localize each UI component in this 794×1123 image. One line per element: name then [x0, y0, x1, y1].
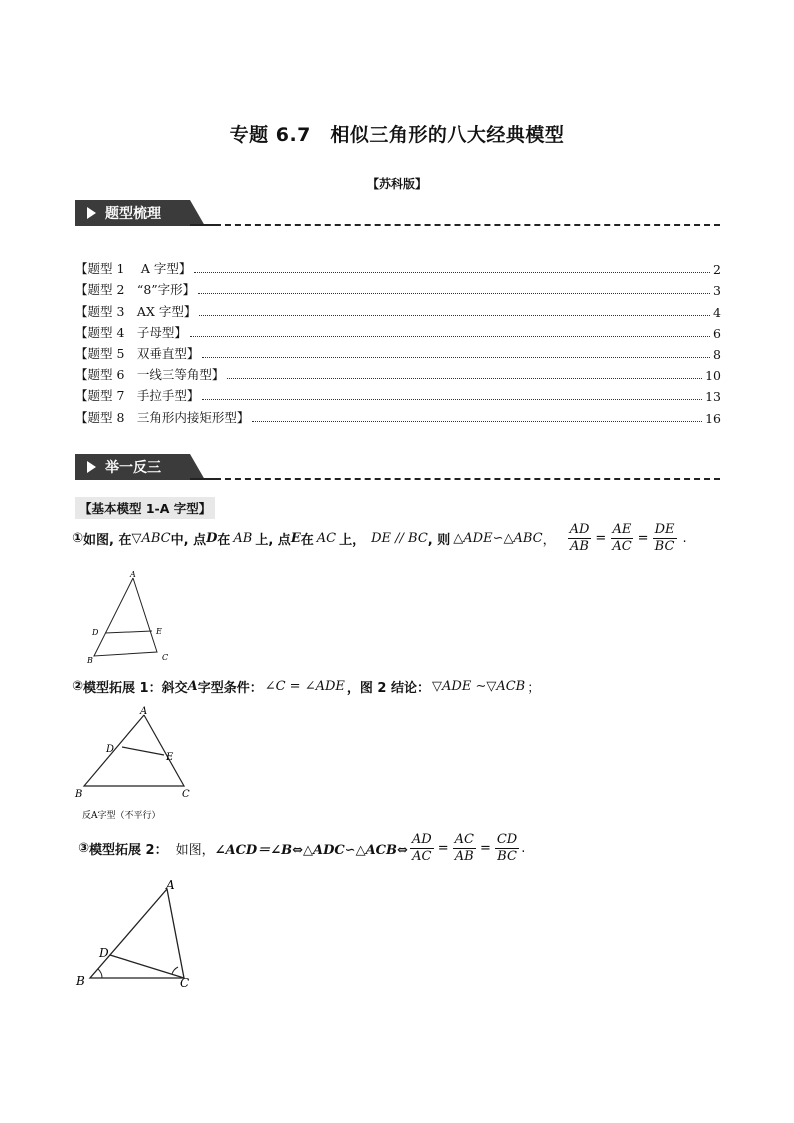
section-banner-examples	[75, 454, 720, 484]
figure-oblique-a-shape	[72, 700, 212, 825]
label-d: D	[106, 744, 115, 755]
figure-caption: 反A字型（不平行）	[82, 811, 161, 821]
label-d: D	[92, 628, 99, 637]
toc-item[interactable]: 【题型 8 三角形内接矩形型】 16	[75, 409, 721, 426]
fraction: $\frac{AE}{AC}$	[612, 522, 632, 554]
toc-item[interactable]: 【题型 2 “8”字形】 3	[75, 282, 721, 299]
model-statement-3: ③ 模型拓展 2： 如图， ∠ACD＝∠B⇔△ADC∽△ACB⇔ $\frac{AD}{AC}$ = $\frac{AC}{AB}$ = $\frac{CD}{BC}$ .	[78, 832, 526, 864]
play-arrow-icon	[87, 207, 96, 219]
fraction: $\frac{CD}{BC}$	[496, 832, 518, 864]
label-b: B	[76, 974, 85, 988]
label-a: A	[130, 570, 136, 579]
fraction: $\frac{AD}{AB}$	[569, 522, 590, 554]
toc-item[interactable]: 【题型 3 AX 字型】 4	[75, 303, 721, 320]
label-e: E	[156, 627, 162, 636]
model-statement-1: ① 如图, 在 ▽ABC 中, 点 D 在 AB 上, 点 E 在 AC 上， DE // BC , 则 △ADE∽△ABC ， $\frac{AD}{AB}$ = $\frac{AE}{AC}$ = $\frac{DE}{BC}$ .	[72, 522, 687, 554]
model-statement-2: ② 模型拓展 1：斜交 A 字型条件： ∠C = ∠ADE ，图 2 结论： ▽ADE ∼▽ACB ；	[72, 679, 541, 696]
label-e: E	[166, 752, 174, 763]
section-banner-question-types	[75, 200, 720, 230]
page-title: 专题 6.7 相似三角形的八大经典模型	[229, 124, 565, 146]
dashed-divider	[205, 478, 720, 480]
banner-label: 举一反三	[105, 460, 161, 476]
toc-item[interactable]: 【题型 1 A 字型】 2	[75, 261, 721, 278]
toc-item[interactable]: 【题型 7 手拉手型】 13	[75, 388, 721, 405]
label-b: B	[87, 656, 93, 665]
label-c: C	[162, 653, 169, 662]
fraction: $\frac{AC}{AB}$	[454, 832, 474, 864]
toc-item[interactable]: 【题型 5 双垂直型】 8	[75, 345, 721, 362]
toc-item[interactable]: 【题型 6 一线三等角型】 10	[75, 367, 721, 384]
figure-a-shape	[80, 568, 180, 668]
fraction: $\frac{AD}{AC}$	[411, 832, 432, 864]
label-c: C	[182, 789, 190, 800]
banner-label: 题型梳理	[105, 206, 161, 222]
dashed-divider	[205, 224, 720, 226]
label-d: D	[99, 946, 109, 960]
model-tag: 【基本模型 1-A 字型】	[75, 497, 215, 519]
figure-mother-child-shape	[70, 875, 210, 995]
play-arrow-icon	[87, 461, 96, 473]
table-of-contents	[75, 256, 721, 426]
toc-item[interactable]: 【题型 4 子母型】 6	[75, 324, 721, 341]
fraction: $\frac{DE}{BC}$	[654, 522, 675, 554]
label-a: A	[166, 878, 175, 892]
label-a: A	[140, 706, 148, 717]
label-b: B	[75, 789, 83, 800]
label-c: C	[180, 976, 190, 990]
edition-label: 【苏科版】	[366, 177, 427, 191]
